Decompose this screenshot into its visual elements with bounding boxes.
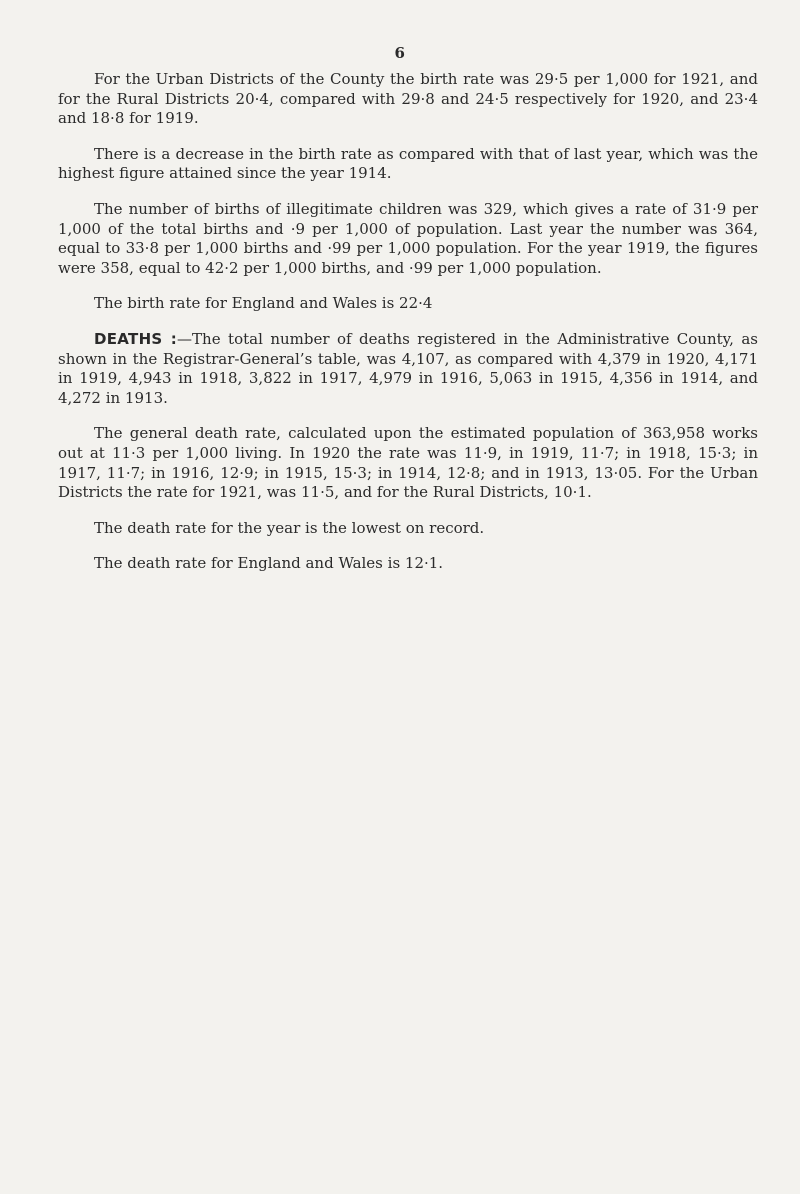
paragraph-lowest-on-record: The death rate for the year is the lowest on record. — [94, 518, 485, 537]
paragraph-birth-rate-decrease: There is a decrease in the birth rate as compared with that of last year, which was the highest figure attained since the year 1914. — [58, 144, 758, 183]
page-number: 6 — [394, 44, 406, 62]
deaths-heading: DEATHS : — [94, 329, 178, 348]
body-text — [58, 70, 758, 590]
paragraph-general-death-rate: The general death rate, calculated upon the estimated population of 363,958 works out at 11·3 per 1,000 living. In 1920 the rate was 11·9, in 1919, 11·7; in 1918, 15·3; in 1917, 11·7; in 1916, 12·9; in 1915, 15·3; in 1914, 12·8; and in 1913, 13·05. For the Urban Districts the rate for 1921, was 11·5, and for the Rural Districts, 10·1. — [58, 424, 758, 502]
deaths-text: —The total number of deaths registered in the Administrative County, as shown in the Registrar-General’s table, was 4,107, as compared with 4,379 in 1920, 4,171 in 1919, 4,943 in 1918, 3,822 in 1917, 4,979 in 1916, 5,063 in 1915, 4,356 in 1914, and 4,272 in 1913. — [58, 329, 758, 407]
paragraph-illegitimate-births: The number of births of illegitimate children was 329, which gives a rate of 31·9 per 1,000 of the total births and ·9 per 1,000 of population. Last year the number was 364, equal to 33·8 per 1,000 births and ·99 per 1,000 population. For the year 1919, the figures were 358, equal to 42·2 per 1,000 births, and ·99 per 1,000 population. — [58, 199, 758, 277]
paragraph-deaths — [58, 330, 758, 408]
paragraph-england-wales-birth-rate: The birth rate for England and Wales is 22·4 — [94, 294, 433, 313]
paragraph-england-wales-death-rate: The death rate for England and Wales is 12·1. — [94, 554, 444, 573]
paragraph-urban-rural-birth-rates: For the Urban Districts of the County the birth rate was 29·5 per 1,000 for 1921, and for the Rural Districts 20·4, compared with 29·8 and 24·5 respectively for 1920, and 23·4 and 18·8 for 1919. — [58, 70, 758, 128]
